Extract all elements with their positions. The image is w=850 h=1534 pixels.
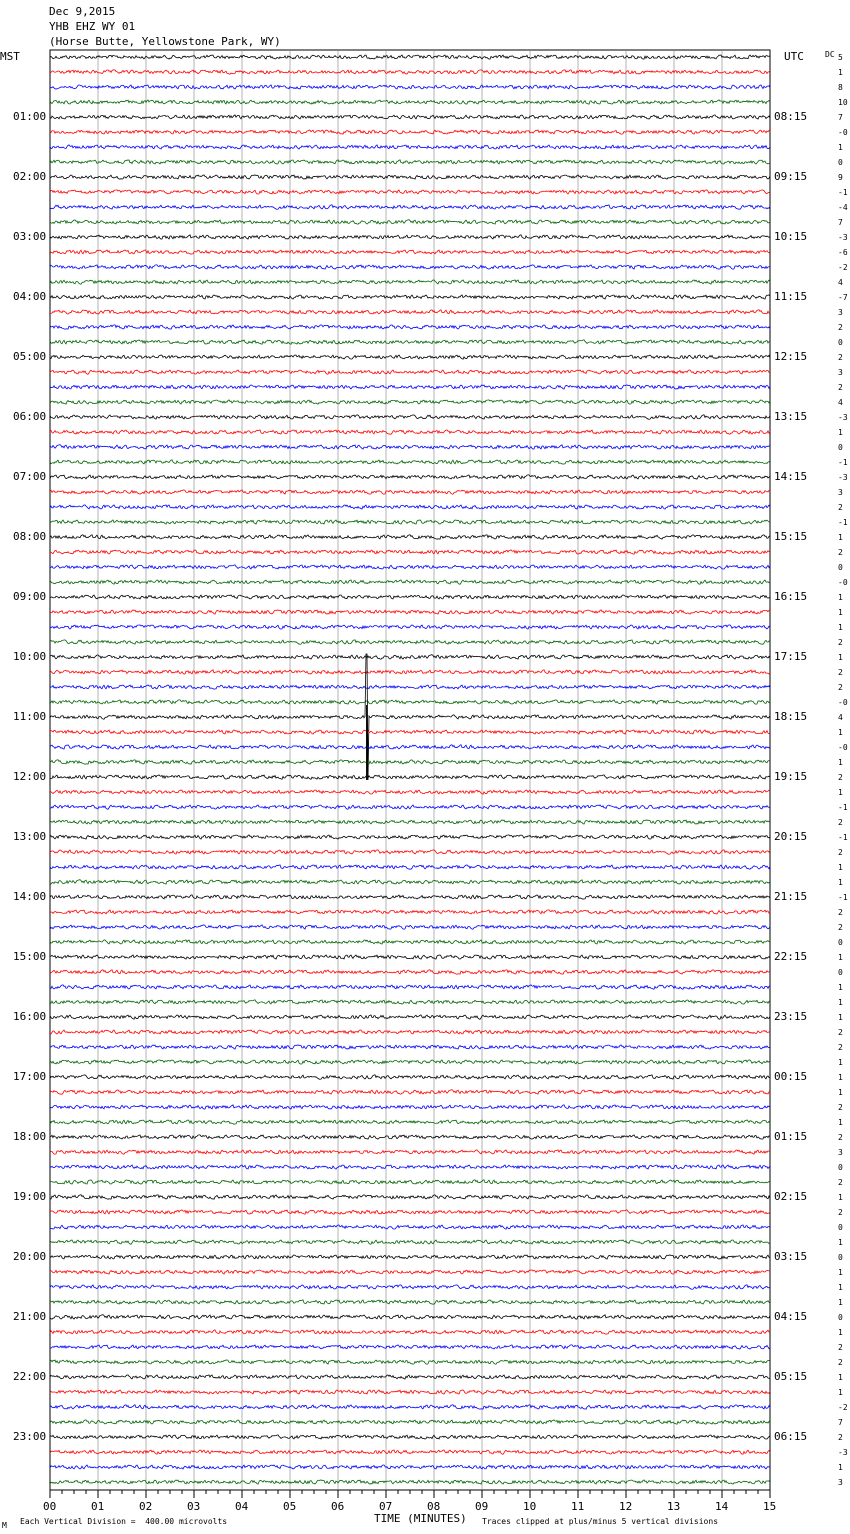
left-time-label: 15:00 <box>13 950 47 963</box>
right-time-label: 02:15 <box>774 1190 808 1203</box>
dc-offset-label: -6 <box>838 248 848 257</box>
dc-offset-label: 1 <box>838 1283 843 1292</box>
trace-line <box>50 1405 770 1410</box>
left-time-label: 06:00 <box>13 410 47 423</box>
dc-offset-label: -1 <box>838 188 848 197</box>
dc-offset-label: 2 <box>838 683 843 692</box>
dc-offset-label: 2 <box>838 548 843 557</box>
left-time-label: 10:00 <box>13 650 47 663</box>
dc-offset-label: 1 <box>838 1088 843 1097</box>
left-time-label: 16:00 <box>13 1010 47 1023</box>
trace-line <box>50 355 770 359</box>
trace-line <box>50 625 770 629</box>
trace-line <box>50 340 770 344</box>
left-zone-label: MST <box>0 50 20 63</box>
right-time-label: 09:15 <box>774 170 808 183</box>
trace-line <box>50 775 770 779</box>
left-time-label: 08:00 <box>13 530 47 543</box>
dc-offset-label: 1 <box>838 623 843 632</box>
dc-offset-label: 1 <box>838 1073 843 1082</box>
right-time-label: 03:15 <box>774 1250 808 1263</box>
dc-offset-label: -1 <box>838 803 848 812</box>
x-axis-label: TIME (MINUTES) <box>374 1512 467 1525</box>
x-tick-label: 13 <box>667 1500 681 1513</box>
dc-offset-label: 0 <box>838 1313 843 1322</box>
dc-offset-label: 1 <box>838 1193 843 1202</box>
trace-line <box>50 370 770 374</box>
dc-offset-label: 2 <box>838 1043 843 1052</box>
trace-line <box>50 820 770 824</box>
trace-line <box>50 520 770 524</box>
trace-line <box>50 1465 770 1469</box>
trace-line <box>50 1165 770 1169</box>
trace-line <box>50 1330 770 1334</box>
trace-line <box>50 1255 770 1259</box>
trace-line <box>50 1285 770 1289</box>
trace-line <box>50 70 770 74</box>
dc-offset-label: 2 <box>838 1133 843 1142</box>
trace-line <box>50 985 770 989</box>
left-time-label: 01:00 <box>13 110 47 123</box>
x-tick-label: 08 <box>427 1500 441 1513</box>
dc-offset-label: 1 <box>838 1373 843 1382</box>
x-tick-label: 02 <box>139 1500 153 1513</box>
dc-offset-label: -0 <box>838 128 848 137</box>
trace-line <box>50 1105 770 1109</box>
left-time-label: 12:00 <box>13 770 47 783</box>
right-time-label: 00:15 <box>774 1070 808 1083</box>
x-tick-label: 01 <box>91 1500 105 1513</box>
trace-line <box>50 1300 770 1304</box>
trace-line <box>50 325 770 329</box>
dc-offset-label: 3 <box>838 308 843 317</box>
right-time-label: 23:15 <box>774 1010 808 1023</box>
trace-line <box>50 1375 770 1379</box>
dc-offset-label: 1 <box>838 728 843 737</box>
dc-offset-label: 4 <box>838 278 843 287</box>
trace-line <box>50 1270 770 1274</box>
trace-line <box>50 535 770 540</box>
dc-offset-label: 1 <box>838 983 843 992</box>
dc-offset-label: 1 <box>838 998 843 1007</box>
x-tick-label: 14 <box>715 1500 729 1513</box>
dc-offset-label: -1 <box>838 458 848 467</box>
trace-line <box>50 925 770 929</box>
dc-offset-label: 1 <box>838 1013 843 1022</box>
trace-line <box>50 550 770 554</box>
dc-offset-label: -0 <box>838 578 848 587</box>
right-time-label: 05:15 <box>774 1370 808 1383</box>
trace-line <box>50 205 770 209</box>
trace-line <box>50 790 770 794</box>
dc-offset-label: 8 <box>838 83 843 92</box>
right-time-label: 04:15 <box>774 1310 808 1323</box>
dc-offset-label: 0 <box>838 443 843 452</box>
x-tick-label: 11 <box>571 1500 585 1513</box>
trace-line <box>50 1360 770 1364</box>
trace-line <box>50 220 770 225</box>
chart-date: Dec 9,2015 <box>49 5 116 18</box>
dc-offset-label: 7 <box>838 113 843 122</box>
trace-line <box>50 1450 770 1454</box>
dc-offset-label: 1 <box>838 1463 843 1472</box>
right-time-label: 06:15 <box>774 1430 808 1443</box>
dc-offset-label: -2 <box>838 263 848 272</box>
trace-line <box>50 1060 770 1064</box>
dc-offset-label: 2 <box>838 1208 843 1217</box>
dc-offset-label: 3 <box>838 488 843 497</box>
dc-offset-label: 2 <box>838 668 843 677</box>
dc-offset-label: 4 <box>838 713 843 722</box>
dc-offset-label: 2 <box>838 323 843 332</box>
left-time-label: 02:00 <box>13 170 47 183</box>
scale-mark: M <box>2 1521 7 1530</box>
trace-line <box>50 940 770 944</box>
trace-line <box>50 1315 770 1319</box>
trace-line <box>50 1390 770 1394</box>
dc-offset-label: 1 <box>838 1388 843 1397</box>
left-time-label: 14:00 <box>13 890 47 903</box>
x-tick-label: 15 <box>763 1500 777 1513</box>
trace-line <box>50 835 770 839</box>
dc-offset-label: 2 <box>838 1028 843 1037</box>
dc-offset-label: 1 <box>838 1238 843 1247</box>
trace-line <box>50 1150 770 1154</box>
dc-offset-label: -0 <box>838 743 848 752</box>
trace-line <box>50 1075 770 1079</box>
dc-offset-label: -3 <box>838 1448 848 1457</box>
right-time-label: 01:15 <box>774 1130 808 1143</box>
left-time-label: 22:00 <box>13 1370 47 1383</box>
dc-offset-label: 2 <box>838 908 843 917</box>
left-time-label: 05:00 <box>13 350 47 363</box>
trace-line <box>50 1195 770 1200</box>
left-time-label: 13:00 <box>13 830 47 843</box>
dc-offset-label: 0 <box>838 938 843 947</box>
trace-line <box>50 295 770 299</box>
dc-offset-label: 2 <box>838 1433 843 1442</box>
trace-line <box>50 145 770 149</box>
trace-line <box>50 1345 770 1349</box>
trace-line <box>50 445 770 449</box>
trace-line <box>50 1120 770 1124</box>
dc-offset-label: 1 <box>838 608 843 617</box>
right-time-label: 17:15 <box>774 650 808 663</box>
right-time-label: 11:15 <box>774 290 808 303</box>
dc-offset-label: 2 <box>838 818 843 827</box>
trace-line <box>50 130 770 134</box>
trace-line <box>50 490 770 494</box>
right-time-label: 14:15 <box>774 470 808 483</box>
dc-offset-label: 1 <box>838 863 843 872</box>
trace-line <box>50 85 770 89</box>
right-time-label: 08:15 <box>774 110 808 123</box>
dc-offset-label: 1 <box>838 68 843 77</box>
dc-offset-label: 1 <box>838 1328 843 1337</box>
chart-station: YHB EHZ WY 01 <box>49 20 136 33</box>
left-time-label: 23:00 <box>13 1430 47 1443</box>
dc-offset-label: 2 <box>838 923 843 932</box>
dc-offset-label: -4 <box>838 203 848 212</box>
trace-line <box>50 970 770 975</box>
dc-offset-label: -3 <box>838 473 848 482</box>
dc-offset-label: 10 <box>838 98 848 107</box>
dc-offset-label: 0 <box>838 1163 843 1172</box>
trace-line <box>50 640 770 644</box>
dc-offset-label: 3 <box>838 368 843 377</box>
dc-offset-label: -2 <box>838 1403 848 1412</box>
trace-line <box>50 565 770 569</box>
trace-line <box>50 700 770 704</box>
right-time-label: 16:15 <box>774 590 808 603</box>
right-zone-label: UTC <box>784 50 804 63</box>
dc-offset-label: 7 <box>838 1418 843 1427</box>
x-tick-label: 09 <box>475 1500 489 1513</box>
trace-line <box>50 1180 770 1184</box>
dc-offset-label: 0 <box>838 1223 843 1232</box>
x-tick-label: 00 <box>43 1500 57 1513</box>
trace-line <box>50 460 770 464</box>
dc-offset-label: 1 <box>838 143 843 152</box>
trace-line <box>50 895 770 899</box>
dc-offset-label: 4 <box>838 398 843 407</box>
dc-offset-label: 2 <box>838 848 843 857</box>
trace-line <box>50 415 770 419</box>
dc-offset-label: 1 <box>838 953 843 962</box>
dc-offset-label: 0 <box>838 968 843 977</box>
x-tick-label: 07 <box>379 1500 393 1513</box>
dc-offset-label: 1 <box>838 1118 843 1127</box>
x-tick-label: 10 <box>523 1500 537 1513</box>
dc-offset-label: 1 <box>838 428 843 437</box>
trace-line <box>50 1135 770 1139</box>
trace-line <box>50 580 770 584</box>
chart-location: (Horse Butte, Yellowstone Park, WY) <box>49 35 281 48</box>
dc-offset-label: 1 <box>838 878 843 887</box>
dc-offset-label: -0 <box>838 698 848 707</box>
x-tick-label: 04 <box>235 1500 249 1513</box>
trace-line <box>50 910 770 914</box>
right-time-label: 21:15 <box>774 890 808 903</box>
trace-line <box>50 865 770 869</box>
trace-line <box>50 160 770 164</box>
left-time-label: 07:00 <box>13 470 47 483</box>
x-tick-label: 03 <box>187 1500 201 1513</box>
trace-line <box>50 1420 770 1424</box>
dc-offset-label: 3 <box>838 1148 843 1157</box>
dc-offset-label: 9 <box>838 173 843 182</box>
left-time-label: 21:00 <box>13 1310 47 1323</box>
dc-offset-label: 0 <box>838 338 843 347</box>
dc-offset-label: 2 <box>838 1358 843 1367</box>
trace-line <box>50 115 770 119</box>
trace-line <box>50 670 770 674</box>
trace-line <box>50 730 770 734</box>
trace-line <box>50 175 770 179</box>
scale-text: Each Vertical Division = 400.00 microvolts <box>20 1517 228 1526</box>
dc-offset-label: 3 <box>838 1478 843 1487</box>
trace-line <box>50 595 770 599</box>
dc-offset-label: 7 <box>838 218 843 227</box>
dc-offset-label: 2 <box>838 1103 843 1112</box>
right-time-label: 18:15 <box>774 710 808 723</box>
dc-offset-label: 0 <box>838 1253 843 1262</box>
dc-offset-label: -3 <box>838 413 848 422</box>
trace-line <box>50 1240 770 1244</box>
dc-offset-label: 2 <box>838 383 843 392</box>
trace-line <box>50 190 770 194</box>
right-time-label: 20:15 <box>774 830 808 843</box>
dc-offset-label: -1 <box>838 893 848 902</box>
trace-line <box>50 265 770 269</box>
left-time-label: 20:00 <box>13 1250 47 1263</box>
trace-line <box>50 1030 770 1034</box>
trace-line <box>50 1015 770 1019</box>
trace-line <box>50 280 770 284</box>
trace-line <box>50 100 770 104</box>
dc-offset-label: -1 <box>838 518 848 527</box>
trace-line <box>50 805 770 809</box>
dc-offset-label: -1 <box>838 833 848 842</box>
dc-offset-label: 1 <box>838 788 843 797</box>
left-time-label: 11:00 <box>13 710 47 723</box>
trace-line <box>50 850 770 854</box>
trace-line <box>50 610 770 614</box>
trace-line <box>50 1225 770 1229</box>
dc-offset-label: 1 <box>838 758 843 767</box>
dc-offset-label: 2 <box>838 1178 843 1187</box>
trace-line <box>50 760 770 765</box>
trace-line <box>50 745 770 749</box>
dc-offset-label: 0 <box>838 563 843 572</box>
x-tick-label: 12 <box>619 1500 633 1513</box>
dc-offset-label: 1 <box>838 1058 843 1067</box>
right-time-label: 22:15 <box>774 950 808 963</box>
trace-line <box>50 1000 770 1004</box>
trace-line <box>50 250 770 254</box>
dc-offset-label: 1 <box>838 533 843 542</box>
trace-line <box>50 1435 770 1439</box>
trace-line <box>50 235 770 239</box>
left-time-label: 19:00 <box>13 1190 47 1203</box>
clip-text: Traces clipped at plus/minus 5 vertical divisions <box>482 1517 719 1526</box>
trace-line <box>50 505 770 509</box>
trace-line <box>50 1210 770 1214</box>
left-time-label: 04:00 <box>13 290 47 303</box>
trace-line <box>50 685 770 689</box>
dc-offset-label: 2 <box>838 1343 843 1352</box>
x-tick-label: 06 <box>331 1500 345 1513</box>
right-time-label: 19:15 <box>774 770 808 783</box>
right-time-label: 15:15 <box>774 530 808 543</box>
dc-offset-label: 1 <box>838 593 843 602</box>
dc-offset-label: 0 <box>838 158 843 167</box>
right-time-label: 13:15 <box>774 410 808 423</box>
trace-line <box>50 55 770 59</box>
dc-offset-label: 5 <box>838 53 843 62</box>
trace-line <box>50 955 770 959</box>
left-time-label: 03:00 <box>13 230 47 243</box>
dc-offset-label: 1 <box>838 653 843 662</box>
right-time-label: 12:15 <box>774 350 808 363</box>
dc-offset-label: 2 <box>838 773 843 782</box>
trace-line <box>50 1090 770 1095</box>
left-time-label: 09:00 <box>13 590 47 603</box>
trace-line <box>50 880 770 884</box>
trace-line <box>50 1480 770 1484</box>
trace-line <box>50 385 770 389</box>
dc-label: DC <box>825 50 835 59</box>
dc-offset-label: 2 <box>838 353 843 362</box>
trace-line <box>50 400 770 404</box>
trace-line <box>50 475 770 479</box>
left-time-label: 17:00 <box>13 1070 47 1083</box>
dc-offset-label: -3 <box>838 233 848 242</box>
dc-offset-label: 2 <box>838 638 843 647</box>
trace-line <box>50 430 770 434</box>
trace-line <box>50 310 770 314</box>
trace-line <box>50 1045 770 1049</box>
dc-offset-label: 2 <box>838 503 843 512</box>
trace-line <box>50 655 770 660</box>
x-tick-label: 05 <box>283 1500 297 1513</box>
left-time-label: 18:00 <box>13 1130 47 1143</box>
dc-offset-label: -7 <box>838 293 848 302</box>
dc-offset-label: 1 <box>838 1268 843 1277</box>
right-time-label: 10:15 <box>774 230 808 243</box>
dc-offset-label: 1 <box>838 1298 843 1307</box>
